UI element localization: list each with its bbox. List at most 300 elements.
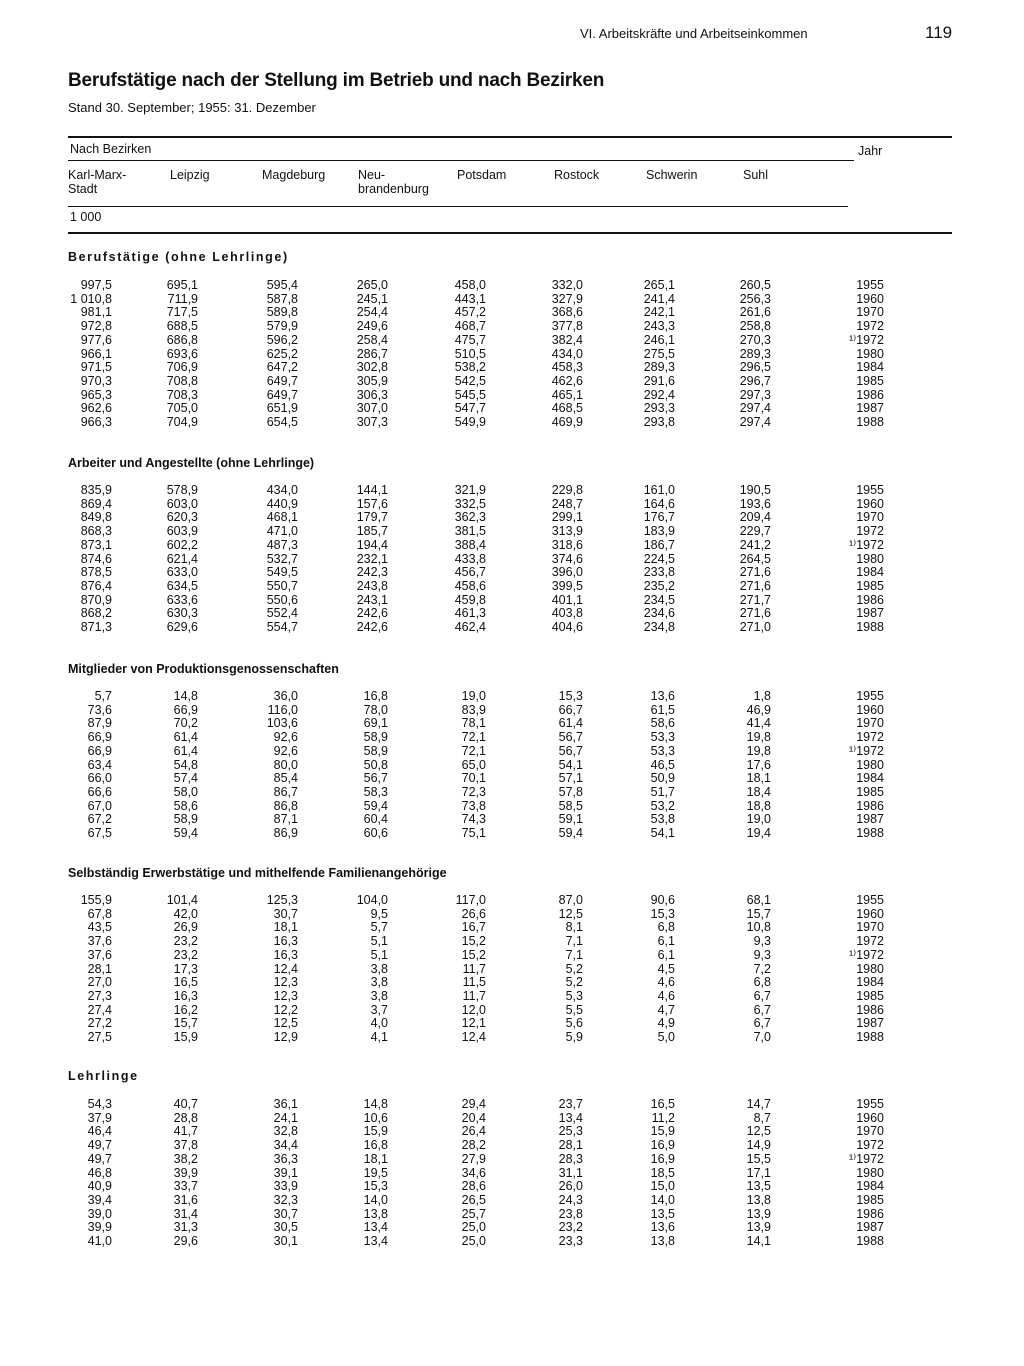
cell-suhl: 18,4 <box>746 784 771 799</box>
cell-leipzig: 630,3 <box>166 606 198 621</box>
table-row <box>0 498 1024 512</box>
cell-year: 1985 <box>856 578 884 593</box>
cell-year: 1987 <box>856 401 884 416</box>
cell-suhl: 271,0 <box>739 620 771 634</box>
cell-neubrandenburg: 242,3 <box>356 565 388 580</box>
table-row <box>0 525 1024 539</box>
cell-neubrandenburg: 4,1 <box>370 1030 388 1044</box>
cell-potsdam: 475,7 <box>454 332 486 347</box>
cell-schwerin: 4,7 <box>657 1002 675 1017</box>
year-label: Jahr <box>858 144 883 158</box>
cell-magdeburg: 12,9 <box>273 1030 298 1044</box>
cell-neubrandenburg: 3,7 <box>370 1002 388 1017</box>
cell-year: 1980 <box>856 1165 884 1180</box>
cell-rostock: 25,3 <box>558 1124 583 1139</box>
cell-rostock: 13,4 <box>558 1110 583 1125</box>
cell-neubrandenburg: 56,7 <box>363 771 388 786</box>
cell-rostock: 26,0 <box>558 1179 583 1194</box>
cell-year: 1955 <box>856 483 884 497</box>
cell-schwerin: 4,9 <box>657 1016 675 1031</box>
cell-rostock: 66,7 <box>558 702 583 717</box>
columns-rule <box>68 206 848 207</box>
cell-potsdam: 462,4 <box>454 620 486 634</box>
cell-schwerin: 14,0 <box>650 1192 675 1207</box>
table-row <box>0 745 1024 759</box>
cell-leipzig: 23,2 <box>173 947 198 962</box>
cell-suhl: 6,7 <box>753 1016 771 1031</box>
cell-year: 1988 <box>856 1234 884 1248</box>
cell-leipzig: 58,9 <box>173 812 198 827</box>
cell-neubrandenburg: 58,9 <box>363 730 388 745</box>
group-rule <box>68 160 854 161</box>
cell-karl-marx-stadt: 49,7 <box>87 1138 112 1153</box>
cell-magdeburg: 125,3 <box>266 893 298 907</box>
cell-karl-marx-stadt: 46,8 <box>87 1165 112 1180</box>
table-row <box>0 1167 1024 1181</box>
cell-potsdam: 15,2 <box>461 934 486 949</box>
cell-magdeburg: 86,7 <box>273 784 298 799</box>
cell-neubrandenburg: 307,0 <box>356 401 388 416</box>
cell-year: 1955 <box>856 1097 884 1111</box>
cell-suhl: 41,4 <box>746 716 771 731</box>
cell-schwerin: 61,5 <box>650 702 675 717</box>
cell-magdeburg: 549,5 <box>266 565 298 580</box>
cell-schwerin: 13,8 <box>650 1234 675 1248</box>
cell-potsdam: 456,7 <box>454 565 486 580</box>
cell-leipzig: 39,9 <box>173 1165 198 1180</box>
cell-karl-marx-stadt: 966,3 <box>80 415 112 429</box>
cell-rostock: 401,1 <box>551 592 583 607</box>
cell-schwerin: 58,6 <box>650 716 675 731</box>
cell-potsdam: 70,1 <box>461 771 486 786</box>
cell-neubrandenburg: 185,7 <box>356 524 388 539</box>
cell-leipzig: 688,5 <box>166 319 198 334</box>
cell-neubrandenburg: 4,0 <box>370 1016 388 1031</box>
table-row <box>0 1031 1024 1045</box>
cell-potsdam: 28,2 <box>461 1138 486 1153</box>
cell-rostock: 23,7 <box>558 1097 583 1111</box>
cell-schwerin: 53,3 <box>650 743 675 758</box>
cell-suhl: 271,7 <box>739 592 771 607</box>
cell-potsdam: 461,3 <box>454 606 486 621</box>
cell-leipzig: 23,2 <box>173 934 198 949</box>
cell-karl-marx-stadt: 878,5 <box>80 565 112 580</box>
cell-schwerin: 292,4 <box>643 387 675 402</box>
cell-magdeburg: 434,0 <box>266 483 298 497</box>
cell-potsdam: 83,9 <box>461 702 486 717</box>
cell-year: 1985 <box>856 988 884 1003</box>
cell-rostock: 61,4 <box>558 716 583 731</box>
cell-suhl: 271,6 <box>739 565 771 580</box>
cell-magdeburg: 85,4 <box>273 771 298 786</box>
cell-leipzig: 38,2 <box>173 1151 198 1166</box>
cell-schwerin: 53,8 <box>650 812 675 827</box>
cell-year: 1972 <box>856 1138 884 1153</box>
cell-neubrandenburg: 5,1 <box>370 947 388 962</box>
cell-year: ¹⁾1972 <box>848 1151 884 1166</box>
cell-suhl: 7,2 <box>753 961 771 976</box>
cell-year: 1987 <box>856 606 884 621</box>
cell-schwerin: 6,1 <box>657 934 675 949</box>
cell-schwerin: 243,3 <box>643 319 675 334</box>
cell-leipzig: 16,2 <box>173 1002 198 1017</box>
cell-year: 1960 <box>856 702 884 717</box>
cell-schwerin: 53,2 <box>650 798 675 813</box>
cell-suhl: 19,0 <box>746 812 771 827</box>
cell-magdeburg: 36,0 <box>273 689 298 703</box>
cell-schwerin: 246,1 <box>643 332 675 347</box>
cell-karl-marx-stadt: 155,9 <box>80 893 112 907</box>
cell-karl-marx-stadt: 67,8 <box>87 906 112 921</box>
table-row <box>0 484 1024 498</box>
cell-potsdam: 72,1 <box>461 730 486 745</box>
cell-year: 1970 <box>856 920 884 935</box>
cell-rostock: 7,1 <box>565 947 583 962</box>
cell-leipzig: 621,4 <box>166 551 198 566</box>
cell-schwerin: 241,4 <box>643 291 675 306</box>
cell-potsdam: 458,0 <box>454 278 486 292</box>
cell-leipzig: 29,6 <box>173 1234 198 1248</box>
cell-karl-marx-stadt: 28,1 <box>87 961 112 976</box>
cell-leipzig: 717,5 <box>166 305 198 320</box>
cell-potsdam: 547,7 <box>454 401 486 416</box>
cell-schwerin: 242,1 <box>643 305 675 320</box>
cell-year: 1960 <box>856 291 884 306</box>
cell-potsdam: 510,5 <box>454 346 486 361</box>
cell-rostock: 399,5 <box>551 578 583 593</box>
cell-karl-marx-stadt: 49,7 <box>87 1151 112 1166</box>
cell-suhl: 190,5 <box>739 483 771 497</box>
cell-leipzig: 17,3 <box>173 961 198 976</box>
cell-magdeburg: 39,1 <box>273 1165 298 1180</box>
cell-year: 1984 <box>856 1179 884 1194</box>
cell-potsdam: 443,1 <box>454 291 486 306</box>
cell-karl-marx-stadt: 37,9 <box>87 1110 112 1125</box>
cell-magdeburg: 487,3 <box>266 537 298 552</box>
cell-karl-marx-stadt: 37,6 <box>87 947 112 962</box>
cell-schwerin: 13,6 <box>650 1220 675 1235</box>
table-row <box>0 976 1024 990</box>
cell-magdeburg: 36,3 <box>273 1151 298 1166</box>
cell-leipzig: 70,2 <box>173 716 198 731</box>
cell-magdeburg: 116,0 <box>267 702 298 717</box>
table-row <box>0 553 1024 567</box>
table-row <box>0 594 1024 608</box>
column-header-potsdam: Potsdam <box>457 168 507 182</box>
cell-karl-marx-stadt: 46,4 <box>87 1124 112 1139</box>
cell-neubrandenburg: 58,9 <box>363 743 388 758</box>
cell-leipzig: 26,9 <box>173 920 198 935</box>
cell-suhl: 14,9 <box>746 1138 771 1153</box>
cell-rostock: 462,6 <box>551 373 583 388</box>
cell-potsdam: 19,0 <box>461 689 486 703</box>
cell-magdeburg: 18,1 <box>273 920 298 935</box>
cell-neubrandenburg: 305,9 <box>356 373 388 388</box>
cell-potsdam: 16,7 <box>461 920 486 935</box>
cell-karl-marx-stadt: 66,6 <box>87 784 112 799</box>
cell-suhl: 271,6 <box>739 606 771 621</box>
cell-schwerin: 5,0 <box>657 1030 675 1044</box>
cell-neubrandenburg: 58,3 <box>363 784 388 799</box>
cell-year: 1955 <box>856 689 884 703</box>
cell-schwerin: 164,6 <box>643 496 675 511</box>
cell-schwerin: 46,5 <box>650 757 675 772</box>
cell-potsdam: 433,8 <box>454 551 486 566</box>
cell-karl-marx-stadt: 962,6 <box>80 401 112 416</box>
cell-rostock: 5,5 <box>565 1002 583 1017</box>
cell-schwerin: 234,8 <box>643 620 675 634</box>
cell-leipzig: 602,2 <box>166 537 198 552</box>
cell-magdeburg: 16,3 <box>273 934 298 949</box>
cell-suhl: 297,3 <box>739 387 771 402</box>
cell-rostock: 469,9 <box>551 415 583 429</box>
table-row <box>0 717 1024 731</box>
section-title-lehrlinge: Lehrlinge <box>68 1069 139 1083</box>
cell-schwerin: 51,7 <box>650 784 675 799</box>
cell-karl-marx-stadt: 1 010,8 <box>70 291 112 306</box>
cell-rostock: 23,3 <box>558 1234 583 1248</box>
table-row <box>0 539 1024 553</box>
cell-schwerin: 15,9 <box>650 1124 675 1139</box>
cell-karl-marx-stadt: 67,2 <box>87 812 112 827</box>
cell-leipzig: 42,0 <box>173 906 198 921</box>
cell-year: 1985 <box>856 1192 884 1207</box>
cell-rostock: 318,6 <box>551 537 583 552</box>
column-header-magdeburg: Magdeburg <box>262 168 326 182</box>
cell-year: 1987 <box>856 1016 884 1031</box>
cell-rostock: 59,4 <box>558 826 583 840</box>
cell-year: 1985 <box>856 784 884 799</box>
cell-neubrandenburg: 14,0 <box>363 1192 388 1207</box>
cell-potsdam: 117,0 <box>455 893 486 907</box>
cell-year: 1986 <box>856 1206 884 1221</box>
cell-year: ¹⁾1972 <box>848 332 884 347</box>
cell-leipzig: 633,6 <box>166 592 198 607</box>
cell-leipzig: 704,9 <box>166 415 198 429</box>
cell-suhl: 264,5 <box>739 551 771 566</box>
cell-magdeburg: 24,1 <box>273 1110 298 1125</box>
cell-magdeburg: 30,5 <box>273 1220 298 1235</box>
cell-leipzig: 58,0 <box>173 784 198 799</box>
cell-potsdam: 72,1 <box>461 743 486 758</box>
cell-leipzig: 31,6 <box>173 1192 198 1207</box>
cell-karl-marx-stadt: 997,5 <box>80 278 112 292</box>
cell-rostock: 374,6 <box>551 551 583 566</box>
cell-schwerin: 15,0 <box>650 1179 675 1194</box>
table-row <box>0 416 1024 430</box>
cell-neubrandenburg: 104,0 <box>356 893 388 907</box>
cell-neubrandenburg: 249,6 <box>356 319 388 334</box>
cell-rostock: 56,7 <box>558 730 583 745</box>
cell-suhl: 14,1 <box>746 1234 771 1248</box>
cell-magdeburg: 32,3 <box>273 1192 298 1207</box>
table-row <box>0 759 1024 773</box>
cell-rostock: 332,0 <box>551 278 583 292</box>
cell-karl-marx-stadt: 63,4 <box>87 757 112 772</box>
table-row <box>0 1125 1024 1139</box>
cell-rostock: 12,5 <box>558 906 583 921</box>
cell-year: 1986 <box>856 1002 884 1017</box>
table-row <box>0 800 1024 814</box>
cell-neubrandenburg: 157,6 <box>356 496 388 511</box>
cell-karl-marx-stadt: 835,9 <box>80 483 112 497</box>
cell-neubrandenburg: 302,8 <box>356 360 388 375</box>
cell-potsdam: 459,8 <box>454 592 486 607</box>
cell-year: 1984 <box>856 771 884 786</box>
cell-year: 1984 <box>856 360 884 375</box>
cell-rostock: 57,1 <box>558 771 583 786</box>
cell-magdeburg: 86,8 <box>273 798 298 813</box>
cell-neubrandenburg: 14,8 <box>363 1097 388 1111</box>
cell-year: 1986 <box>856 387 884 402</box>
cell-potsdam: 11,5 <box>462 975 486 990</box>
cell-karl-marx-stadt: 37,6 <box>87 934 112 949</box>
cell-karl-marx-stadt: 977,6 <box>80 332 112 347</box>
cell-neubrandenburg: 16,8 <box>363 689 388 703</box>
cell-schwerin: 13,6 <box>650 689 675 703</box>
table-row <box>0 772 1024 786</box>
cell-karl-marx-stadt: 87,9 <box>87 716 112 731</box>
cell-rostock: 59,1 <box>558 812 583 827</box>
cell-karl-marx-stadt: 965,3 <box>80 387 112 402</box>
cell-schwerin: 275,5 <box>643 346 675 361</box>
cell-neubrandenburg: 258,4 <box>356 332 388 347</box>
cell-potsdam: 468,7 <box>454 319 486 334</box>
cell-neubrandenburg: 19,5 <box>363 1165 388 1180</box>
cell-leipzig: 54,8 <box>173 757 198 772</box>
cell-magdeburg: 651,9 <box>266 401 298 416</box>
cell-suhl: 241,2 <box>739 537 771 552</box>
cell-karl-marx-stadt: 66,0 <box>87 771 112 786</box>
cell-neubrandenburg: 50,8 <box>363 757 388 772</box>
cell-leipzig: 15,7 <box>173 1016 198 1031</box>
cell-year: 1988 <box>856 826 884 840</box>
cell-magdeburg: 12,2 <box>273 1002 298 1017</box>
cell-magdeburg: 468,1 <box>266 510 298 525</box>
cell-potsdam: 538,2 <box>454 360 486 375</box>
cell-rostock: 7,1 <box>565 934 583 949</box>
cell-schwerin: 90,6 <box>650 893 675 907</box>
cell-neubrandenburg: 194,4 <box>356 537 388 552</box>
cell-leipzig: 59,4 <box>173 826 198 840</box>
cell-year: 1980 <box>856 757 884 772</box>
cell-magdeburg: 471,0 <box>266 524 298 539</box>
section-title-arbeiter-angestellte: Arbeiter und Angestellte (ohne Lehrlinge) <box>68 456 315 470</box>
cell-potsdam: 28,6 <box>461 1179 486 1194</box>
cell-rostock: 23,8 <box>558 1206 583 1221</box>
cell-potsdam: 75,1 <box>461 826 486 840</box>
cell-potsdam: 11,7 <box>462 961 486 976</box>
cell-potsdam: 457,2 <box>454 305 486 320</box>
table-row <box>0 375 1024 389</box>
cell-rostock: 28,3 <box>558 1151 583 1166</box>
table-row <box>0 293 1024 307</box>
cell-magdeburg: 30,7 <box>273 906 298 921</box>
cell-magdeburg: 86,9 <box>273 826 298 840</box>
cell-neubrandenburg: 243,8 <box>356 578 388 593</box>
cell-suhl: 17,6 <box>746 757 771 772</box>
table-row <box>0 990 1024 1004</box>
cell-rostock: 87,0 <box>558 893 583 907</box>
cell-karl-marx-stadt: 41,0 <box>87 1234 112 1248</box>
table-row <box>0 949 1024 963</box>
cell-leipzig: 16,3 <box>173 988 198 1003</box>
table-top-rule <box>68 136 952 138</box>
cell-suhl: 17,1 <box>746 1165 771 1180</box>
cell-neubrandenburg: 16,8 <box>363 1138 388 1153</box>
cell-year: 1972 <box>856 524 884 539</box>
cell-potsdam: 332,5 <box>454 496 486 511</box>
cell-rostock: 458,3 <box>551 360 583 375</box>
cell-karl-marx-stadt: 40,9 <box>87 1179 112 1194</box>
cell-neubrandenburg: 286,7 <box>356 346 388 361</box>
cell-year: 1970 <box>856 510 884 525</box>
cell-potsdam: 26,5 <box>461 1192 486 1207</box>
cell-suhl: 15,5 <box>746 1151 771 1166</box>
cell-rostock: 404,6 <box>551 620 583 634</box>
cell-neubrandenburg: 3,8 <box>370 961 388 976</box>
cell-karl-marx-stadt: 849,8 <box>80 510 112 525</box>
cell-suhl: 18,8 <box>746 798 771 813</box>
cell-neubrandenburg: 60,6 <box>363 826 388 840</box>
cell-suhl: 1,8 <box>753 689 771 703</box>
cell-potsdam: 321,9 <box>454 483 486 497</box>
group-label: Nach Bezirken <box>70 142 152 156</box>
cell-magdeburg: 34,4 <box>273 1138 298 1153</box>
cell-year: 1970 <box>856 1124 884 1139</box>
cell-year: ¹⁾1972 <box>848 743 884 758</box>
cell-magdeburg: 550,7 <box>266 578 298 593</box>
table-row <box>0 566 1024 580</box>
cell-magdeburg: 596,2 <box>266 332 298 347</box>
cell-suhl: 19,8 <box>746 743 771 758</box>
cell-suhl: 258,8 <box>739 319 771 334</box>
cell-karl-marx-stadt: 971,5 <box>80 360 112 375</box>
table-row <box>0 894 1024 908</box>
cell-rostock: 15,3 <box>558 689 583 703</box>
section-title-selbstaendige: Selbständig Erwerbstätige und mithelfende Familienangehörige <box>68 866 447 880</box>
cell-schwerin: 4,5 <box>657 961 675 976</box>
cell-suhl: 10,8 <box>746 920 771 935</box>
cell-year: 1988 <box>856 620 884 634</box>
cell-magdeburg: 80,0 <box>273 757 298 772</box>
cell-neubrandenburg: 5,7 <box>370 920 388 935</box>
running-header: VI. Arbeitskräfte und Arbeitseinkommen <box>580 26 808 41</box>
cell-year: 1972 <box>856 730 884 745</box>
cell-karl-marx-stadt: 5,7 <box>94 689 112 703</box>
cell-schwerin: 176,7 <box>643 510 675 525</box>
cell-neubrandenburg: 144,1 <box>356 483 388 497</box>
cell-rostock: 5,2 <box>565 975 583 990</box>
cell-leipzig: 634,5 <box>166 578 198 593</box>
cell-neubrandenburg: 242,6 <box>356 606 388 621</box>
table-row <box>0 813 1024 827</box>
cell-suhl: 296,5 <box>739 360 771 375</box>
cell-neubrandenburg: 3,8 <box>370 975 388 990</box>
cell-potsdam: 362,3 <box>454 510 486 525</box>
cell-neubrandenburg: 3,8 <box>370 988 388 1003</box>
cell-rostock: 24,3 <box>558 1192 583 1207</box>
table-row <box>0 621 1024 635</box>
table-row <box>0 704 1024 718</box>
table-header-bottom-rule <box>68 232 952 234</box>
cell-leipzig: 31,4 <box>173 1206 198 1221</box>
cell-magdeburg: 30,1 <box>273 1234 298 1248</box>
cell-year: 1988 <box>856 1030 884 1044</box>
cell-karl-marx-stadt: 39,0 <box>87 1206 112 1221</box>
cell-karl-marx-stadt: 27,5 <box>87 1030 112 1044</box>
cell-year: 1984 <box>856 975 884 990</box>
